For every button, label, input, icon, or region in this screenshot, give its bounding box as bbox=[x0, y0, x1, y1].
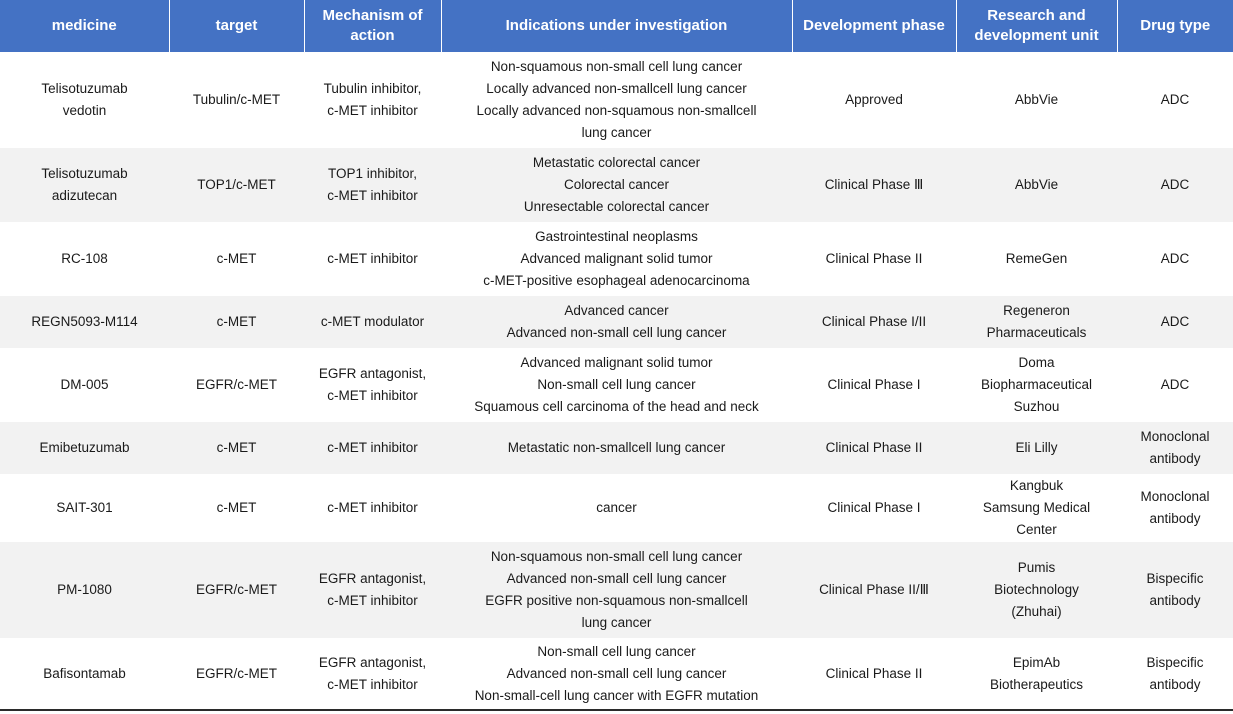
cell-indications: Advanced malignant solid tumor Non-small cell lung cancer Squamous cell carcinoma of the head and neck bbox=[441, 348, 792, 422]
cell-medicine: SAIT-301 bbox=[0, 474, 169, 542]
cell-drug-type: Monoclonal antibody bbox=[1117, 474, 1233, 542]
cell-indications: Non-squamous non-small cell lung cancer Advanced non-small cell lung cancer EGFR positive non-squamous non-smallcell lung cancer bbox=[441, 542, 792, 638]
cell-phase: Clinical Phase II/Ⅲ bbox=[792, 542, 956, 638]
cell-mechanism: EGFR antagonist, c-MET inhibitor bbox=[304, 348, 441, 422]
cell-mechanism: c-MET inhibitor bbox=[304, 222, 441, 296]
cell-unit: Pumis Biotechnology (Zhuhai) bbox=[956, 542, 1117, 638]
cell-indications: Metastatic non-smallcell lung cancer bbox=[441, 422, 792, 474]
cell-drug-type: ADC bbox=[1117, 296, 1233, 348]
cell-drug-type: ADC bbox=[1117, 52, 1233, 148]
cell-target: EGFR/c-MET bbox=[169, 542, 304, 638]
cell-medicine: Telisotuzumab vedotin bbox=[0, 52, 169, 148]
cell-target: Tubulin/c-MET bbox=[169, 52, 304, 148]
cell-unit: Kangbuk Samsung Medical Center bbox=[956, 474, 1117, 542]
cell-indications: cancer bbox=[441, 474, 792, 542]
cell-indications: Gastrointestinal neoplasms Advanced malignant solid tumor c-MET-positive esophageal adenocarcinoma bbox=[441, 222, 792, 296]
table-row bbox=[0, 474, 1233, 542]
cell-drug-type: Bispecific antibody bbox=[1117, 542, 1233, 638]
cell-mechanism: TOP1 inhibitor, c-MET inhibitor bbox=[304, 148, 441, 222]
cell-phase: Clinical Phase Ⅲ bbox=[792, 148, 956, 222]
cell-target: c-MET bbox=[169, 474, 304, 542]
cell-mechanism: EGFR antagonist, c-MET inhibitor bbox=[304, 638, 441, 710]
cell-unit: EpimAb Biotherapeutics bbox=[956, 638, 1117, 710]
table-row bbox=[0, 542, 1233, 638]
cell-phase: Clinical Phase I bbox=[792, 348, 956, 422]
cell-target: TOP1/c-MET bbox=[169, 148, 304, 222]
table-row bbox=[0, 348, 1233, 422]
header-indications: Indications under investigation bbox=[441, 0, 792, 52]
table-row bbox=[0, 52, 1233, 148]
cell-drug-type: ADC bbox=[1117, 222, 1233, 296]
cell-phase: Clinical Phase II bbox=[792, 222, 956, 296]
cell-unit: Regeneron Pharmaceuticals bbox=[956, 296, 1117, 348]
header-phase: Development phase bbox=[792, 0, 956, 52]
cell-phase: Clinical Phase II bbox=[792, 638, 956, 710]
cell-medicine: REGN5093-M114 bbox=[0, 296, 169, 348]
cell-indications: Metastatic colorectal cancer Colorectal cancer Unresectable colorectal cancer bbox=[441, 148, 792, 222]
cell-medicine: Emibetuzumab bbox=[0, 422, 169, 474]
cell-mechanism: Tubulin inhibitor, c-MET inhibitor bbox=[304, 52, 441, 148]
cell-target: EGFR/c-MET bbox=[169, 638, 304, 710]
cell-target: EGFR/c-MET bbox=[169, 348, 304, 422]
table-row bbox=[0, 638, 1233, 710]
header-unit: Research and development unit bbox=[956, 0, 1117, 52]
table-row bbox=[0, 148, 1233, 222]
cell-medicine: Telisotuzumab adizutecan bbox=[0, 148, 169, 222]
table-row bbox=[0, 222, 1233, 296]
cell-phase: Clinical Phase I/II bbox=[792, 296, 956, 348]
table-row bbox=[0, 296, 1233, 348]
cell-medicine: PM-1080 bbox=[0, 542, 169, 638]
cell-indications: Advanced cancer Advanced non-small cell lung cancer bbox=[441, 296, 792, 348]
cell-phase: Clinical Phase I bbox=[792, 474, 956, 542]
cell-mechanism: c-MET inhibitor bbox=[304, 422, 441, 474]
header-target: target bbox=[169, 0, 304, 52]
header-mechanism: Mechanism of action bbox=[304, 0, 441, 52]
cell-target: c-MET bbox=[169, 422, 304, 474]
cell-unit: AbbVie bbox=[956, 52, 1117, 148]
cell-indications: Non-small cell lung cancer Advanced non-small cell lung cancer Non-small-cell lung cancer with EGFR mutation bbox=[441, 638, 792, 710]
header-drug-type: Drug type bbox=[1117, 0, 1233, 52]
cell-medicine: DM-005 bbox=[0, 348, 169, 422]
cell-phase: Approved bbox=[792, 52, 956, 148]
cell-phase: Clinical Phase II bbox=[792, 422, 956, 474]
cell-mechanism: c-MET inhibitor bbox=[304, 474, 441, 542]
cell-mechanism: c-MET modulator bbox=[304, 296, 441, 348]
cell-target: c-MET bbox=[169, 222, 304, 296]
header-row bbox=[0, 0, 1233, 52]
cell-indications: Non-squamous non-small cell lung cancer Locally advanced non-smallcell lung cancer Locally advanced non-squamous non-smallcell lung cancer bbox=[441, 52, 792, 148]
cell-drug-type: ADC bbox=[1117, 148, 1233, 222]
header-medicine: medicine bbox=[0, 0, 169, 52]
cell-mechanism: EGFR antagonist, c-MET inhibitor bbox=[304, 542, 441, 638]
cell-medicine: Bafisontamab bbox=[0, 638, 169, 710]
cell-drug-type: Bispecific antibody bbox=[1117, 638, 1233, 710]
cell-drug-type: Monoclonal antibody bbox=[1117, 422, 1233, 474]
cell-medicine: RC-108 bbox=[0, 222, 169, 296]
cell-drug-type: ADC bbox=[1117, 348, 1233, 422]
cell-unit: AbbVie bbox=[956, 148, 1117, 222]
table-row bbox=[0, 422, 1233, 474]
cell-unit: Doma Biopharmaceutical Suzhou bbox=[956, 348, 1117, 422]
cell-unit: Eli Lilly bbox=[956, 422, 1117, 474]
cell-unit: RemeGen bbox=[956, 222, 1117, 296]
cell-target: c-MET bbox=[169, 296, 304, 348]
